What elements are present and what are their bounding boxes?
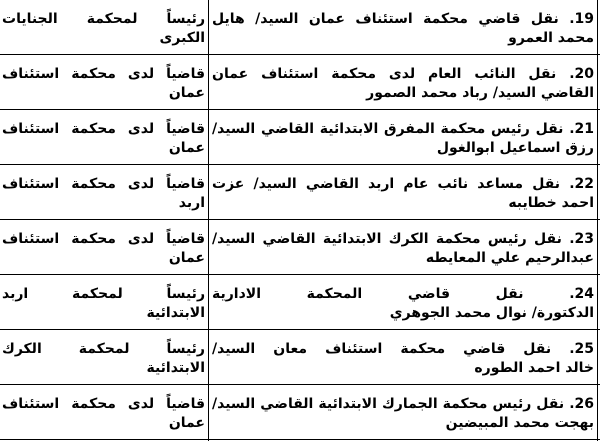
table-row [0,385,600,440]
transfer-action-continuation: محمد العمرو [508,30,594,46]
new-position-cell [2,220,205,274]
transfer-action-continuation: رزق اسماعيل ابوالغول [436,140,594,156]
transfer-action-cell [212,110,594,164]
new-position-continuation: اربد [178,195,205,211]
transfer-action-text: نقل رئيس محكمة الجمارك الابتدائية القاضي السيد/ [212,396,565,412]
transfer-action-text: نقل رئيس محكمة المفرق الابتدائية القاضي السيد/ [212,121,564,137]
new-position-cell [2,165,205,219]
new-position-cell [2,0,205,54]
new-position-continuation: الابتدائية [146,305,205,321]
row-number: 24. [569,286,594,302]
new-position-line: رئيساً لمحكمة الكرك [2,341,205,357]
transfer-action-cell [212,165,594,219]
transfer-action-text: نقل قاضي محكمة استئناف معان السيد/ [212,341,552,357]
transfer-action-line [212,65,594,84]
transfer-action-line [212,175,594,194]
new-position-line: رئيساً لمحكمة اربد [2,286,205,302]
transfer-action-line [212,285,594,304]
row-number: 19. [569,11,594,27]
table-row [0,0,600,55]
transfer-action-cell [212,55,594,109]
new-position-continuation: عمان [168,250,205,266]
transfer-action-continuation: القاضي السيد/ رباد محمد الصمور [366,85,594,101]
transfer-action-line [212,395,594,414]
new-position-continuation: عمان [168,140,205,156]
new-position-cell [2,330,205,384]
row-number: 26. [569,396,594,412]
transfer-action-line [212,10,594,29]
table-row [0,55,600,110]
transfer-action-cell [212,275,594,329]
transfer-action-cell [212,0,594,54]
transfer-action-line [212,120,594,139]
transfer-action-continuation: عبدالرحيم علي المعايطه [425,250,594,266]
transfer-action-text: نقل مساعد نائب عام اربد القاضي السيد/ عزت [212,176,561,192]
table-row [0,275,600,330]
row-number: 23. [569,231,594,247]
table-row [0,110,600,165]
column-divider [208,0,209,441]
transfer-action-line [212,230,594,249]
row-number: 21. [569,121,594,137]
new-position-line: قاضياً لدى محكمة استئناف [2,121,205,137]
transfer-action-text: نقل رئيس محكمة الكرك الابتدائية القاضي السيد/ [212,231,562,247]
table-row [0,220,600,275]
transfer-action-continuation: بهجت محمد المبيضين [445,415,594,431]
new-position-continuation: عمان [168,415,205,431]
transfer-action-continuation: احمد خطايبه [508,195,594,211]
new-position-continuation: الابتدائية [146,360,205,376]
new-position-cell [2,275,205,329]
transfer-action-text: نقل قاضي المحكمة الادارية [212,286,524,302]
new-position-continuation: عمان [168,85,205,101]
new-position-line: قاضياً لدى محكمة استئناف [2,66,205,82]
transfer-action-continuation: الدكتورة/ نوال محمد الجوهري [389,305,594,321]
new-position-line: قاضياً لدى محكمة استئناف [2,176,205,192]
transfer-action-cell [212,385,594,439]
row-number: 25. [569,341,594,357]
table-row [0,330,600,385]
transfer-action-continuation: خالد احمد الطوره [474,360,594,376]
new-position-cell [2,55,205,109]
row-number: 20. [569,66,594,82]
transfer-action-line [212,340,594,359]
transfer-action-text: نقل النائب العام لدى محكمة استئناف عمان [212,66,557,82]
new-position-cell [2,110,205,164]
transfer-action-cell [212,330,594,384]
table-row [0,165,600,220]
row-number: 22. [569,176,594,192]
new-position-cell [2,385,205,439]
transfer-action-cell [212,220,594,274]
new-position-line: قاضياً لدى محكمة استئناف [2,231,205,247]
new-position-continuation: الكبرى [159,30,205,46]
new-position-line: رئيساً لمحكمة الجنايات [2,11,205,27]
new-position-line: قاضياً لدى محكمة استئناف [2,396,205,412]
table-right-border [597,0,598,441]
transfer-action-text: نقل قاضي محكمة استئناف عمان السيد/ هايل [212,11,559,27]
